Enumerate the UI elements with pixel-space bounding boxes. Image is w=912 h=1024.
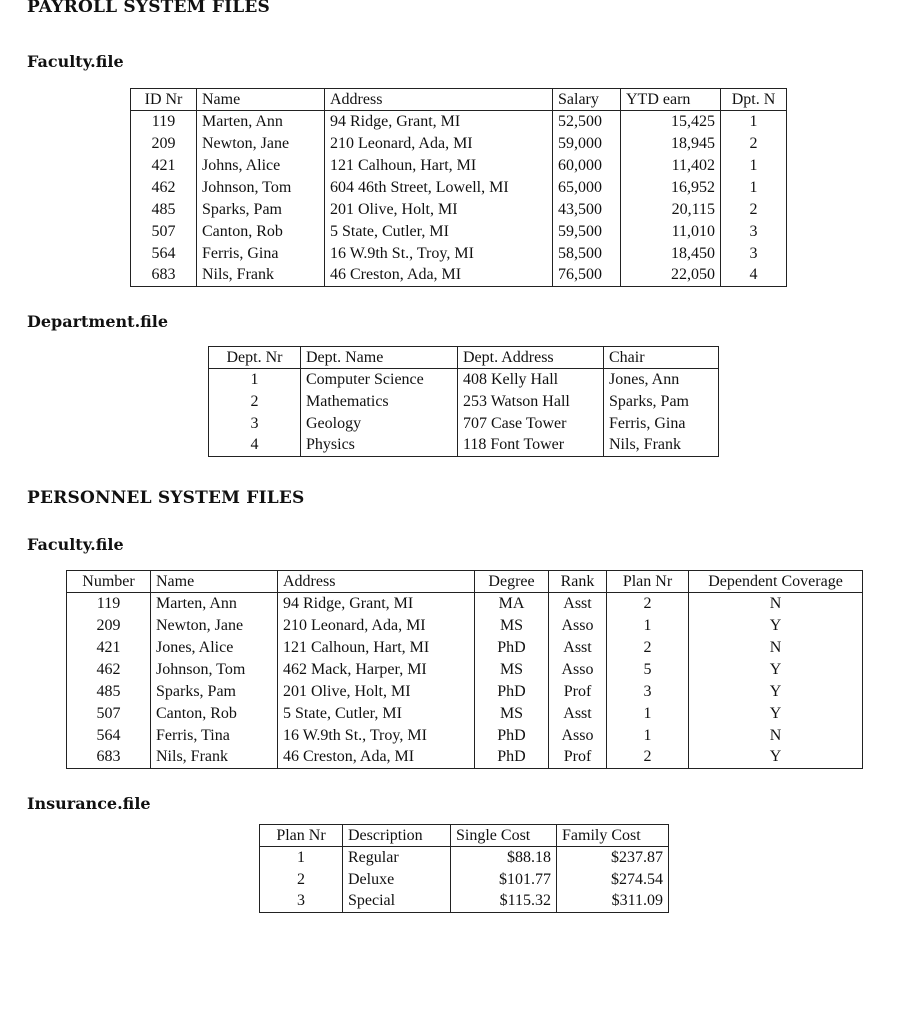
table-cell: Physics: [301, 435, 458, 457]
table-row: [67, 593, 863, 615]
payroll-faculty-table: [130, 88, 787, 287]
table-cell: 485: [67, 681, 151, 703]
table-cell: Asst: [549, 637, 607, 659]
table-cell: Asso: [549, 659, 607, 681]
personnel-insurance-table: [259, 824, 669, 913]
table-row: [67, 615, 863, 637]
table-cell: 65,000: [553, 177, 621, 199]
table-cell: Johnson, Tom: [197, 177, 325, 199]
table-cell: 201 Olive, Holt, MI: [325, 199, 553, 221]
table-cell: 1: [209, 369, 301, 391]
table-cell: 121 Calhoun, Hart, MI: [325, 155, 553, 177]
table-cell: Sparks, Pam: [197, 199, 325, 221]
table-row: [260, 847, 669, 869]
table-cell: 421: [67, 637, 151, 659]
column-header: Name: [151, 571, 278, 593]
table-cell: 210 Leonard, Ada, MI: [278, 615, 475, 637]
table-row: [67, 659, 863, 681]
column-header: Family Cost: [557, 825, 669, 847]
column-header: Plan Nr: [607, 571, 689, 593]
table-cell: Marten, Ann: [197, 111, 325, 133]
table-cell: 1: [721, 111, 787, 133]
table-row: [209, 413, 719, 435]
table-cell: 119: [67, 593, 151, 615]
table-cell: Jones, Ann: [604, 369, 719, 391]
table-cell: Canton, Rob: [151, 703, 278, 725]
table-cell: 5 State, Cutler, MI: [325, 221, 553, 243]
table-cell: 3: [721, 221, 787, 243]
table-row: [260, 891, 669, 913]
table-cell: PhD: [475, 637, 549, 659]
table-cell: 2: [721, 199, 787, 221]
table-cell: MS: [475, 703, 549, 725]
table-row: [260, 869, 669, 891]
table-cell: PhD: [475, 747, 549, 769]
table-cell: 11,010: [621, 221, 721, 243]
table-cell: 59,500: [553, 221, 621, 243]
table-cell: Asst: [549, 703, 607, 725]
table-cell: 421: [131, 155, 197, 177]
table-cell: 3: [721, 243, 787, 265]
table-cell: 46 Creston, Ada, MI: [325, 265, 553, 287]
table-cell: 707 Case Tower: [458, 413, 604, 435]
table-cell: 507: [67, 703, 151, 725]
table-row: [209, 435, 719, 457]
table-cell: $115.32: [451, 891, 557, 913]
personnel-section-title: PERSONNEL SYSTEM FILES: [27, 488, 305, 508]
table-row: [131, 265, 787, 287]
column-header: Salary: [553, 89, 621, 111]
table-cell: Deluxe: [343, 869, 451, 891]
table-cell: 76,500: [553, 265, 621, 287]
table-cell: 209: [131, 133, 197, 155]
column-header: Name: [197, 89, 325, 111]
column-header: ID Nr: [131, 89, 197, 111]
table-cell: Jones, Alice: [151, 637, 278, 659]
table-cell: MA: [475, 593, 549, 615]
column-header: Address: [325, 89, 553, 111]
table-cell: 43,500: [553, 199, 621, 221]
table-row: [67, 681, 863, 703]
table-cell: 201 Olive, Holt, MI: [278, 681, 475, 703]
table-cell: 683: [131, 265, 197, 287]
table-cell: Johnson, Tom: [151, 659, 278, 681]
table-cell: Computer Science: [301, 369, 458, 391]
table-cell: Asso: [549, 725, 607, 747]
column-header: Dept. Nr: [209, 347, 301, 369]
table-row: [67, 725, 863, 747]
table-cell: Prof: [549, 681, 607, 703]
table-cell: Regular: [343, 847, 451, 869]
table-cell: 210 Leonard, Ada, MI: [325, 133, 553, 155]
column-header: Description: [343, 825, 451, 847]
table-cell: 462 Mack, Harper, MI: [278, 659, 475, 681]
column-header: Rank: [549, 571, 607, 593]
table-cell: 4: [209, 435, 301, 457]
table-cell: Canton, Rob: [197, 221, 325, 243]
table-cell: Sparks, Pam: [604, 391, 719, 413]
table-cell: 94 Ridge, Grant, MI: [325, 111, 553, 133]
table-row: [131, 111, 787, 133]
table-cell: Johns, Alice: [197, 155, 325, 177]
table-cell: Ferris, Tina: [151, 725, 278, 747]
table-cell: 485: [131, 199, 197, 221]
table-row: [131, 177, 787, 199]
table-cell: 4: [721, 265, 787, 287]
payroll-department-file-title: Department.file: [27, 312, 169, 331]
table-cell: $274.54: [557, 869, 669, 891]
table-cell: Ferris, Gina: [604, 413, 719, 435]
table-cell: Marten, Ann: [151, 593, 278, 615]
table-cell: 3: [607, 681, 689, 703]
personnel-faculty-table: [66, 570, 863, 769]
table-cell: 462: [67, 659, 151, 681]
table-cell: 18,945: [621, 133, 721, 155]
table-cell: Newton, Jane: [151, 615, 278, 637]
table-cell: 604 46th Street, Lowell, MI: [325, 177, 553, 199]
table-row: [209, 369, 719, 391]
table-cell: 20,115: [621, 199, 721, 221]
table-row: [131, 199, 787, 221]
table-cell: 22,050: [621, 265, 721, 287]
table-cell: Y: [689, 659, 863, 681]
payroll-department-table: [208, 346, 719, 457]
table-cell: 119: [131, 111, 197, 133]
column-header: Address: [278, 571, 475, 593]
table-cell: 16 W.9th St., Troy, MI: [278, 725, 475, 747]
table-row: [131, 221, 787, 243]
table-cell: 2: [209, 391, 301, 413]
table-cell: Prof: [549, 747, 607, 769]
table-cell: 2: [607, 637, 689, 659]
table-cell: 11,402: [621, 155, 721, 177]
table-cell: 1: [607, 703, 689, 725]
table-cell: 564: [131, 243, 197, 265]
column-header: Chair: [604, 347, 719, 369]
table-cell: Y: [689, 681, 863, 703]
table-cell: N: [689, 637, 863, 659]
table-cell: Nils, Frank: [197, 265, 325, 287]
table-row: [67, 747, 863, 769]
table-cell: Asso: [549, 615, 607, 637]
table-cell: Newton, Jane: [197, 133, 325, 155]
table-cell: 408 Kelly Hall: [458, 369, 604, 391]
table-cell: N: [689, 593, 863, 615]
table-cell: MS: [475, 659, 549, 681]
table-cell: 1: [721, 155, 787, 177]
table-cell: 2: [260, 869, 343, 891]
column-header: Plan Nr: [260, 825, 343, 847]
table-cell: 5: [607, 659, 689, 681]
table-cell: 121 Calhoun, Hart, MI: [278, 637, 475, 659]
payroll-section-title: PAYROLL SYSTEM FILES: [27, 0, 271, 17]
table-cell: 94 Ridge, Grant, MI: [278, 593, 475, 615]
table-cell: N: [689, 725, 863, 747]
column-header: Degree: [475, 571, 549, 593]
table-cell: 52,500: [553, 111, 621, 133]
table-cell: 1: [721, 177, 787, 199]
table-cell: $101.77: [451, 869, 557, 891]
column-header: Dependent Coverage: [689, 571, 863, 593]
column-header: Dept. Name: [301, 347, 458, 369]
table-cell: Nils, Frank: [604, 435, 719, 457]
column-header: Dpt. N: [721, 89, 787, 111]
table-cell: Ferris, Gina: [197, 243, 325, 265]
table-cell: 1: [607, 615, 689, 637]
table-cell: 209: [67, 615, 151, 637]
table-cell: 507: [131, 221, 197, 243]
table-cell: 462: [131, 177, 197, 199]
table-row: [67, 637, 863, 659]
table-cell: Sparks, Pam: [151, 681, 278, 703]
personnel-faculty-file-title: Faculty.file: [27, 535, 124, 554]
table-cell: 15,425: [621, 111, 721, 133]
table-cell: 16,952: [621, 177, 721, 199]
table-row: [67, 703, 863, 725]
table-cell: 683: [67, 747, 151, 769]
table-row: [131, 155, 787, 177]
table-cell: 18,450: [621, 243, 721, 265]
table-cell: Y: [689, 615, 863, 637]
table-cell: 3: [209, 413, 301, 435]
table-cell: Mathematics: [301, 391, 458, 413]
table-cell: 60,000: [553, 155, 621, 177]
table-cell: 1: [607, 725, 689, 747]
table-cell: $88.18: [451, 847, 557, 869]
table-cell: 2: [721, 133, 787, 155]
table-row: [209, 391, 719, 413]
table-cell: 16 W.9th St., Troy, MI: [325, 243, 553, 265]
table-cell: Nils, Frank: [151, 747, 278, 769]
table-cell: Special: [343, 891, 451, 913]
table-cell: 2: [607, 593, 689, 615]
table-cell: 3: [260, 891, 343, 913]
column-header: Single Cost: [451, 825, 557, 847]
table-cell: 46 Creston, Ada, MI: [278, 747, 475, 769]
column-header: Dept. Address: [458, 347, 604, 369]
payroll-faculty-file-title: Faculty.file: [27, 52, 124, 71]
table-cell: 1: [260, 847, 343, 869]
table-cell: $237.87: [557, 847, 669, 869]
table-cell: 59,000: [553, 133, 621, 155]
table-row: [131, 243, 787, 265]
table-cell: 253 Watson Hall: [458, 391, 604, 413]
personnel-insurance-file-title: Insurance.file: [27, 794, 151, 813]
table-cell: Asst: [549, 593, 607, 615]
table-cell: 58,500: [553, 243, 621, 265]
table-cell: Y: [689, 747, 863, 769]
table-cell: $311.09: [557, 891, 669, 913]
table-cell: Y: [689, 703, 863, 725]
table-cell: 564: [67, 725, 151, 747]
column-header: YTD earn: [621, 89, 721, 111]
table-cell: PhD: [475, 725, 549, 747]
table-cell: 2: [607, 747, 689, 769]
table-row: [131, 133, 787, 155]
table-cell: 118 Font Tower: [458, 435, 604, 457]
table-cell: Geology: [301, 413, 458, 435]
column-header: Number: [67, 571, 151, 593]
table-cell: 5 State, Cutler, MI: [278, 703, 475, 725]
table-cell: PhD: [475, 681, 549, 703]
table-cell: MS: [475, 615, 549, 637]
